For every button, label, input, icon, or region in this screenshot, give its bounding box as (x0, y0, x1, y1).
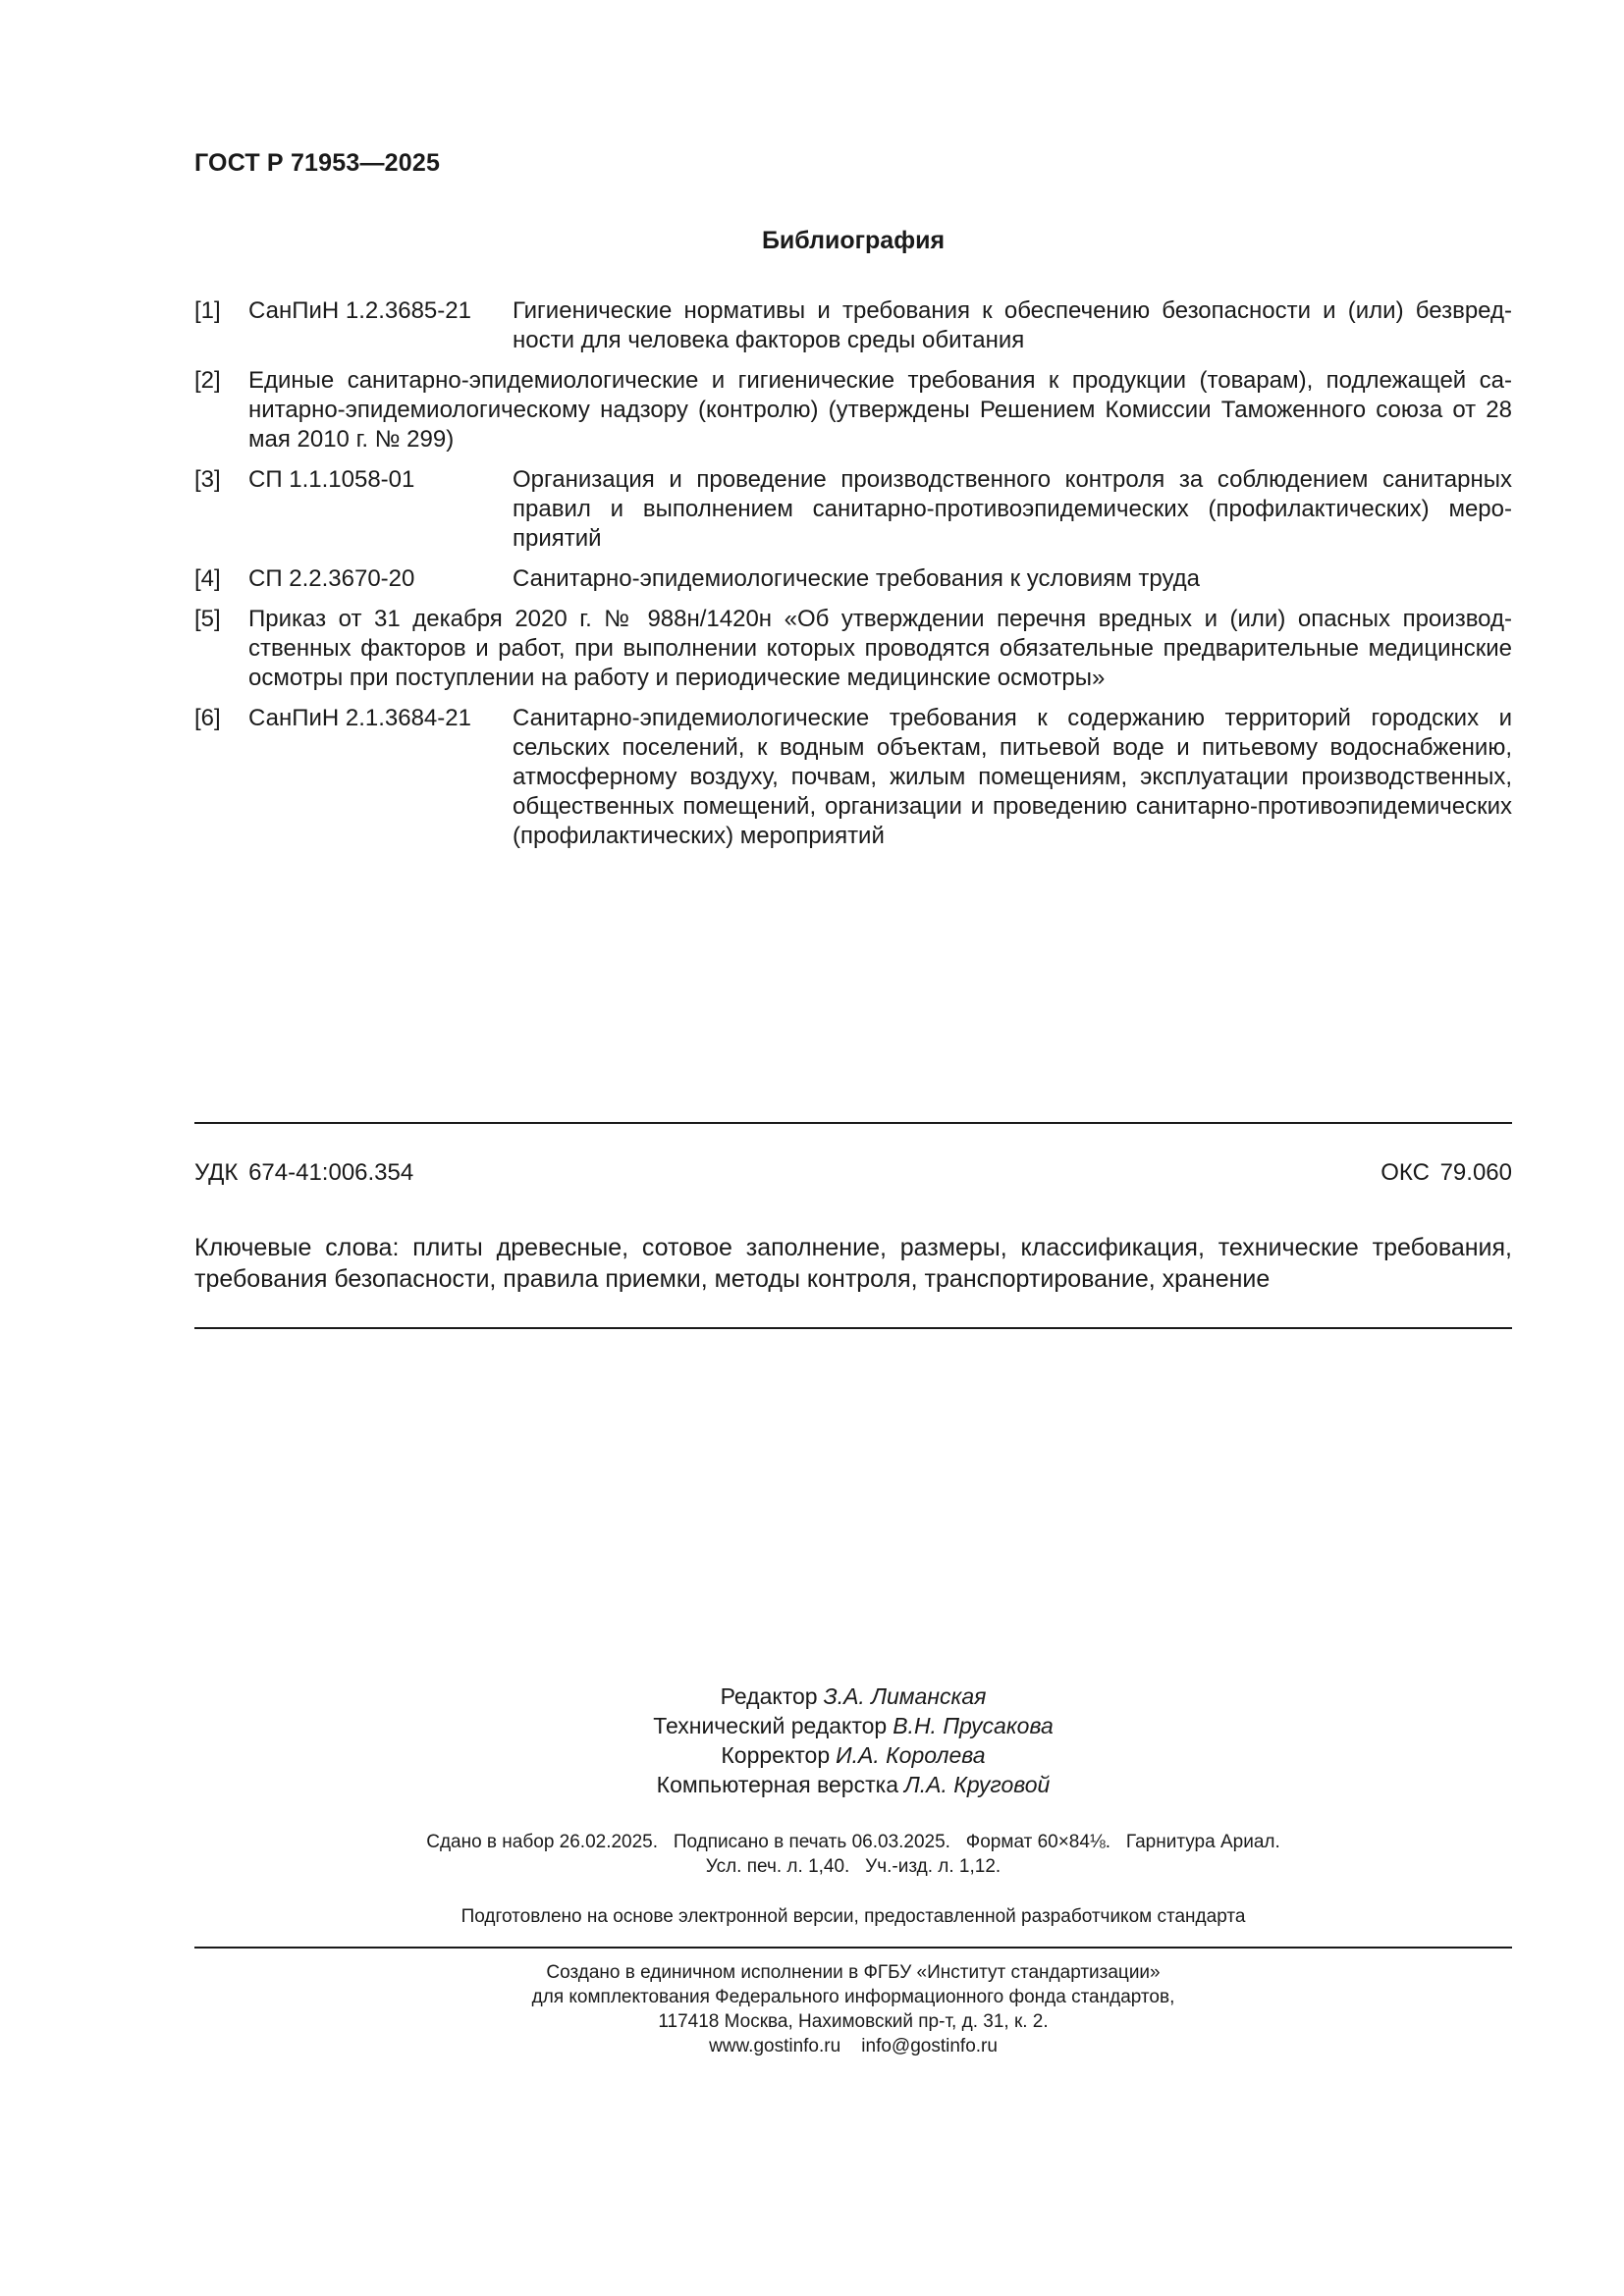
divider-bottom (194, 1947, 1512, 1949)
bibliography-entry (194, 366, 1512, 454)
bibliography-entry (194, 605, 1512, 693)
publisher-line: 117418 Москва, Нахимовский пр-т, д. 31, к. 2. (658, 2011, 1049, 2032)
entry-text: Санитарно-эпидемиологические требования к содержанию территорий городских и сельских поселений, к водным объектам, питьевой воде и питьевому водоснабжению, атмосферному воздуху, почвам, жилым помещениям, эксплуатации производственных, общественных помещений, организации и проведению санитарно-противоэпидемических (профилактических) мероприятий (513, 705, 1512, 849)
entry-text: Организация и проведение производственного контроля за соблюдением санитарных правил и выполнением санитарно-противоэпидемических (профилактических) мероприятий (513, 466, 1512, 552)
bibliography-title: Библиография (761, 227, 946, 254)
oks-code: ОКС 79.060 (1380, 1159, 1512, 1186)
publisher-info (194, 1960, 1512, 2058)
staff-role: Компьютерная верстка (656, 1772, 898, 1797)
staff-credits (194, 1682, 1512, 1799)
staff-line (194, 1682, 1512, 1711)
staff-name: И.А. Королева (836, 1742, 986, 1768)
entry-code: СП 2.2.3670-20 (248, 565, 415, 592)
udk-code: УДК 674-41:006.354 (194, 1159, 414, 1186)
staff-role: Технический редактор (653, 1713, 888, 1738)
document-code: ГОСТ Р 71953—2025 (194, 149, 441, 177)
staff-role: Корректор (721, 1742, 831, 1768)
entry-code: СанПиН 2.1.3684-21 (248, 705, 471, 731)
entry-number: [4] (194, 565, 221, 592)
entry-number: [5] (194, 606, 221, 632)
staff-line (194, 1740, 1512, 1770)
staff-role: Редактор (720, 1683, 818, 1709)
entry-number: [6] (194, 705, 221, 731)
bibliography-entry (194, 296, 1512, 355)
entry-text: Единые санитарно-эпидемиологические и гигиенические требования к продукции (товарам), подлежащей санитарно-эпидемиологическому надзору (контролю) (утверждены Решением Комиссии Таможенного союза от 28 мая 2010 г. № 299) (248, 367, 1512, 453)
bibliography-entry (194, 564, 1512, 594)
prepared-note: Подготовлено на основе электронной версии, предоставленной разработчиком стандарта (460, 1906, 1246, 1927)
staff-line (194, 1770, 1512, 1799)
staff-name: В.Н. Прусакова (893, 1713, 1054, 1738)
imprint-line: Усл. печ. л. 1,40. Уч.-изд. л. 1,12. (705, 1856, 1001, 1877)
staff-name: З.А. Лиманская (823, 1683, 987, 1709)
staff-name: Л.А. Круговой (904, 1772, 1051, 1797)
entry-number: [1] (194, 297, 221, 324)
entry-text: Санитарно-эпидемиологические требования к условиям труда (513, 565, 1201, 592)
staff-line (194, 1711, 1512, 1740)
publisher-line: Создано в единичном исполнении в ФГБУ «Институт стандартизации» (546, 1962, 1161, 1983)
entry-text: Гигиенические нормативы и требования к обеспечению безопасности и (или) безвредности для человека факторов среды обитания (513, 297, 1512, 353)
divider-middle (194, 1327, 1512, 1329)
divider-top (194, 1122, 1512, 1124)
entry-text: Приказ от 31 декабря 2020 г. № 988н/1420н «Об утверждении перечня вредных и (или) опасных производственных факторов и работ, при выполнении которых проводятся обязательные предварительные медицинские осмотры при поступлении на работу и периодические медицинские осмотры» (248, 606, 1512, 691)
entry-number: [3] (194, 466, 221, 493)
entry-code: СП 1.1.1058-01 (248, 466, 415, 493)
entry-code: СанПиН 1.2.3685-21 (248, 297, 471, 324)
bibliography-entry (194, 704, 1512, 851)
imprint-line: Сдано в набор 26.02.2025. Подписано в печать 06.03.2025. Формат 60×84⅛. Гарнитура Ариал. (426, 1832, 1280, 1852)
imprint (194, 1830, 1512, 1879)
publisher-links: www.gostinfo.ru info@gostinfo.ru (709, 2036, 998, 2056)
bibliography-entry (194, 465, 1512, 554)
bibliography-list (194, 296, 1512, 862)
entry-number: [2] (194, 367, 221, 394)
publisher-line: для комплектования Федерального информационного фонда стандартов, (531, 1987, 1175, 2007)
keywords: Ключевые слова: плиты древесные, сотовое заполнение, размеры, классификация, технические требования, требования безопасности, правила приемки, методы контроля, транспортирование, хранение (194, 1234, 1512, 1293)
